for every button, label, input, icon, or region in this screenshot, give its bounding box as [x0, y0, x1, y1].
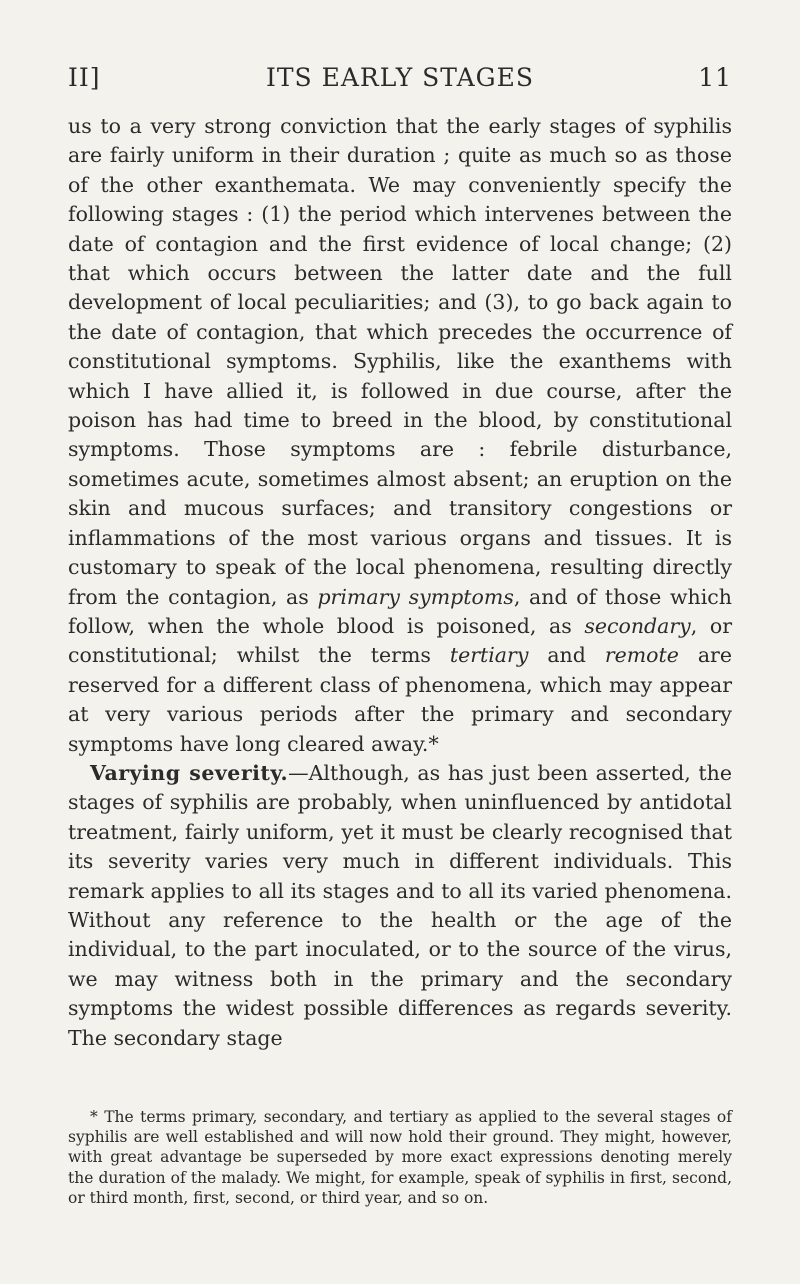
paragraph-varying-severity [68, 759, 732, 1053]
paragraph-stages [68, 112, 732, 759]
paragraph-text: —Although, as has just been asserted, the stages of syphilis are probably, when uninfluenced by antidotal treatment, fairly uniform, yet it must be clearly recognised that its severity varies very much in different individuals. This remark applies to all its stages and to all its varied phenomena. Without any reference to the health or the age of the individual, to the part inoculated, or to the source of the virus, we may witness both in the primary and the secondary symptoms the widest possible differences as regards severity. The secondary stage [68, 760, 732, 1050]
section-heading: Varying severity. [90, 760, 289, 785]
footnote: * The terms primary, secondary, and tertiary as applied to the several stages of syphilis are well established and will now hold their ground. They might, however, with great advantage be superseded by more exact expressions denoting merely the duration of the malady. We might, for example, speak of syphilis in first, second, or third month, first, second, or third year, and so on. [68, 1108, 732, 1207]
running-head [68, 60, 732, 96]
term-remote: remote [604, 643, 679, 668]
paragraph-text: are reserved for a different class of phenomena, which may appear at very various periods after the primary and secondary symptoms have long cleared away.* [68, 643, 732, 756]
paragraph-text: us to a very strong conviction that the early stages of syphilis are fairly uniform in their duration ; quite as much so as those of the other exanthemata. We may conveniently specify the following stages : (1) the period which intervenes between the date of contagion and the first evidence of local change; (2) that which occurs between the latter date and the full development of local peculiarities; and (3), to go back again to the date of contagion, that which precedes the occurrence of constitutional symptoms. Syphilis, like the exanthems with which I have allied it, is followed in due course, after the poison has had time to breed in the blood, by constitutional symptoms. Those symptoms are : febrile disturbance, sometimes acute, sometimes almost absent; an eruption on the skin and mucous surfaces; and transitory congestions or inflammations of the most various organs and tissues. It is customary to speak of the local phenomena, resulting directly from the contagion, as [68, 114, 732, 609]
chapter-marker: II] [68, 63, 101, 92]
term-secondary: secondary [584, 613, 691, 638]
page-number: 11 [698, 63, 732, 92]
term-tertiary: tertiary [449, 643, 529, 668]
running-title: ITS EARLY STAGES [265, 63, 535, 92]
paragraph-text: and [528, 643, 605, 668]
term-primary-symptoms: primary symptoms [317, 584, 514, 609]
paragraph-text: , or constitutional; whilst the terms [68, 613, 732, 668]
paragraph-text: , and of those which follow, when the whole blood is poisoned, as [68, 584, 732, 638]
body-text [68, 112, 732, 1053]
